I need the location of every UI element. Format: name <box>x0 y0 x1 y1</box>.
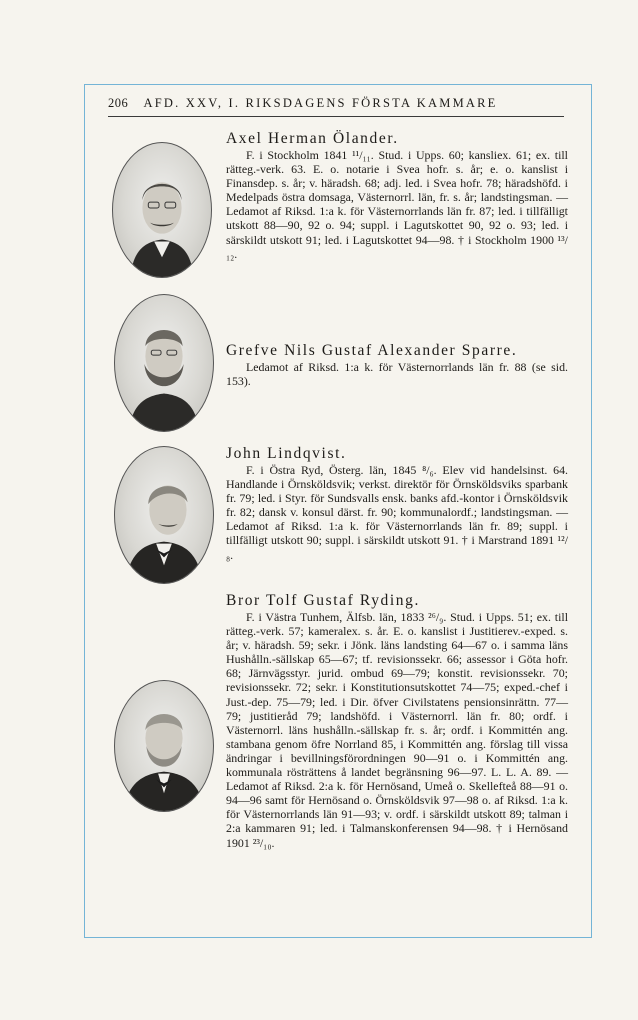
entry-text: F. i Stockholm 1841 ¹¹/₁₁. Stud. i Upps. 60; kansliex. 61; ex. till rätteg.-verk. 63. E. o. notarie i Svea hofr. s. år; e. o. kanslist i Finansdep. s. år; v. häradsh. 68; adj. led. i Svea hofr. 78; häradshöfd. i Medelpads östra domsaga, Västernorrl. län, fr. s. år; landstingsman. — Ledamot af Riksd. 1:a k. för Västernorrlands län fr. 87; led. i tillfälligt utskott 88—90, 92 o. 94; suppl. i Lagutskottet 90, 92 o. 93; led. i särskildt utskott 91; led. i Lagutskottet 94—98. † i Stockholm 1900 ¹³/₁₂. <box>226 148 568 261</box>
entry-text: Ledamot af Riksd. 1:a k. för Västernorrlands län fr. 88 (se sid. 153). <box>226 360 568 389</box>
portrait-lindqvist <box>114 446 214 584</box>
entry-name: John Lindqvist. <box>226 445 347 462</box>
portrait-sparre <box>114 294 214 432</box>
entry-ryding <box>226 592 568 850</box>
running-head-title: AFD. XXV, I. RIKSDAGENS FÖRSTA KAMMARE <box>143 96 498 110</box>
entry-name: Axel Herman Ölander. <box>226 130 399 147</box>
entry-name: Bror Tolf Gustaf Ryding. <box>226 592 420 609</box>
page-number: 206 <box>108 96 129 110</box>
entry-lindqvist <box>226 445 568 562</box>
header-rule <box>108 116 564 117</box>
running-header <box>108 96 568 111</box>
entry-text: F. i Västra Tunhem, Älfsb. län, 1833 ²⁶/₉. Stud. i Upps. 51; ex. till rätteg.-verk. 57; kameralex. s. år. E. o. kanslist i Justitierev.-exped. s. år; v. häradsh. 59; sekr. i Jönk. läns landsting 64—67 o. i samma läns Hushålln.-sällskap 65—67; tf. revisionssekr. 66; assessor i Göta hofr. 68; Järnvägsstyr. jurid. ombud 69—79; konstit. revisionssekr. 70; revisionssekr. 72; sekr. i Konstitutionsutskottet 74—75; exped.-chef i Just.-dep. 75—79; led. i Dir. öfver Civilstatens pensionsinrättn. 77—79; justitieråd 79; landshöfd. i Västernorrl. län fr. 80; ordf. i Västernorrl. läns hushålln.-sällskap fr. s. år; ordf. i Kommittén ang. stambana genom öfre Norrland 85, i Kommittén ang. förslag till vissa ändringar i bevillningsförordningen 90—91 o. i Kommittén ang. kommunala rösträttens å landet begränsning 96—97. L. L. A. 89. — Ledamot af Riksd. 2:a k. för Hernösand, Umeå o. Skellefteå 88—91 o. 94—96 samt för Hernösand o. Örnsköldsvik 97—98 o. af Riksd. 1:a k. för Västernorrlands län 91—93; v. ordf. i särskildt utskott 89; talman i 2:a kammaren 91; led. i Talmanskonferensen 94—98. † i Hernösand 1901 ²³/₁₀. <box>226 610 568 850</box>
portrait-ryding <box>114 680 214 812</box>
entry-name: Grefve Nils Gustaf Alexander Sparre. <box>226 342 518 359</box>
portrait-olander <box>112 142 212 278</box>
entry-sparre <box>226 342 568 388</box>
entry-olander <box>226 130 568 261</box>
entry-text: F. i Östra Ryd, Österg. län, 1845 ⁸/₆. Elev vid handelsinst. 64. Handlande i Örnsköldsvik; verkst. direktör för Örnsköldsviks sparbank fr. 79; led. i Styr. för Sundsvalls ensk. banks afd.-kontor i Örnsköldsvik fr. 82; dansk v. konsul därst. fr. 90; kommunalordf.; landstingsman. — Ledamot af Riksd. 1:a k. för Västernorrlands län fr. 89; suppl. i tillfälligt utskott 90; suppl. i särskildt utskott 91. † i Marstrand 1891 ¹²/₈. <box>226 463 568 562</box>
